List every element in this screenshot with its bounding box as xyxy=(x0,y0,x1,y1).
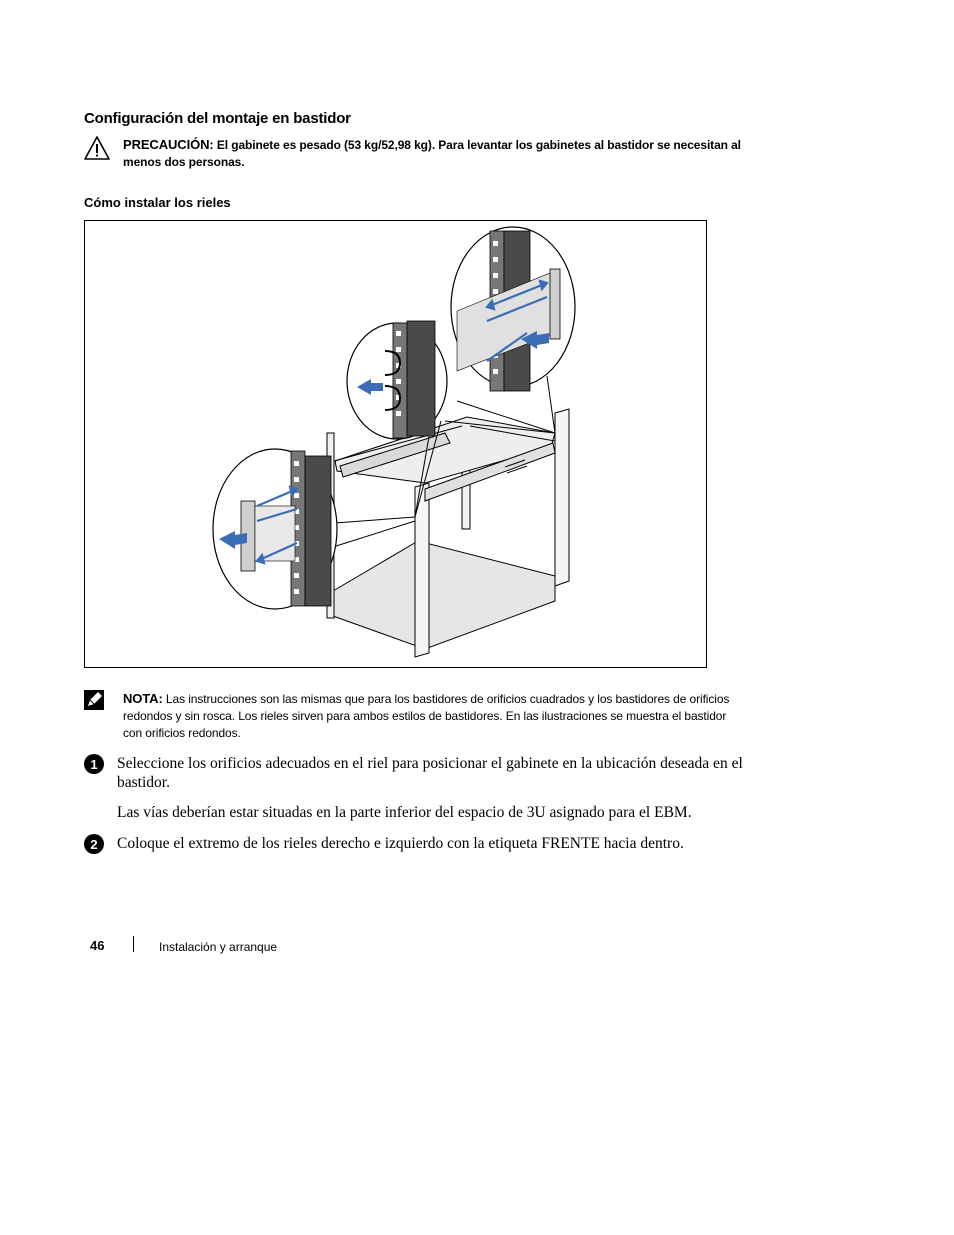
caution-text xyxy=(123,136,763,171)
step-1-extra: Las vías deberían estar situadas en la parte inferior del espacio de 3U asignado para el EBM. xyxy=(117,804,692,821)
caution-body: El gabinete es pesado (53 kg/52,98 kg). Para levantar los gabinetes al bastidor se necesitan al menos dos personas. xyxy=(123,138,741,169)
step-2-text: Coloque el extremo de los rieles derecho e izquierdo con la etiqueta FRENTE hacia dentro. xyxy=(117,835,684,852)
warning-triangle-icon xyxy=(84,136,110,160)
section-title: Configuración del montaje en bastidor xyxy=(84,110,351,127)
step-1-badge: 1 xyxy=(84,754,104,774)
subsection-title: Cómo instalar los rieles xyxy=(84,195,231,210)
note-text xyxy=(123,690,743,742)
rack-rail-installation-illustration xyxy=(84,220,707,668)
footer-divider xyxy=(133,936,134,952)
note-lead: NOTA: xyxy=(123,691,163,706)
caution-lead: PRECAUCIÓN: xyxy=(123,137,214,152)
page-number: 46 xyxy=(90,938,105,953)
pencil-note-icon xyxy=(84,690,104,710)
step-1-text: Seleccione los orificios adecuados en el riel para posicionar el gabinete en la ubicación deseada en el bastidor. xyxy=(117,755,743,791)
chapter-title: Instalación y arranque xyxy=(159,940,278,954)
note-body: Las instrucciones son las mismas que para los bastidores de orificios cuadrados y los bastidores de orificios redondos y sin rosca. Los rieles sirven para ambos estilos de bastidores. En las ilustraciones se muestra el bastidor con orificios redondos. xyxy=(123,692,730,740)
step-2-badge: 2 xyxy=(84,834,104,854)
